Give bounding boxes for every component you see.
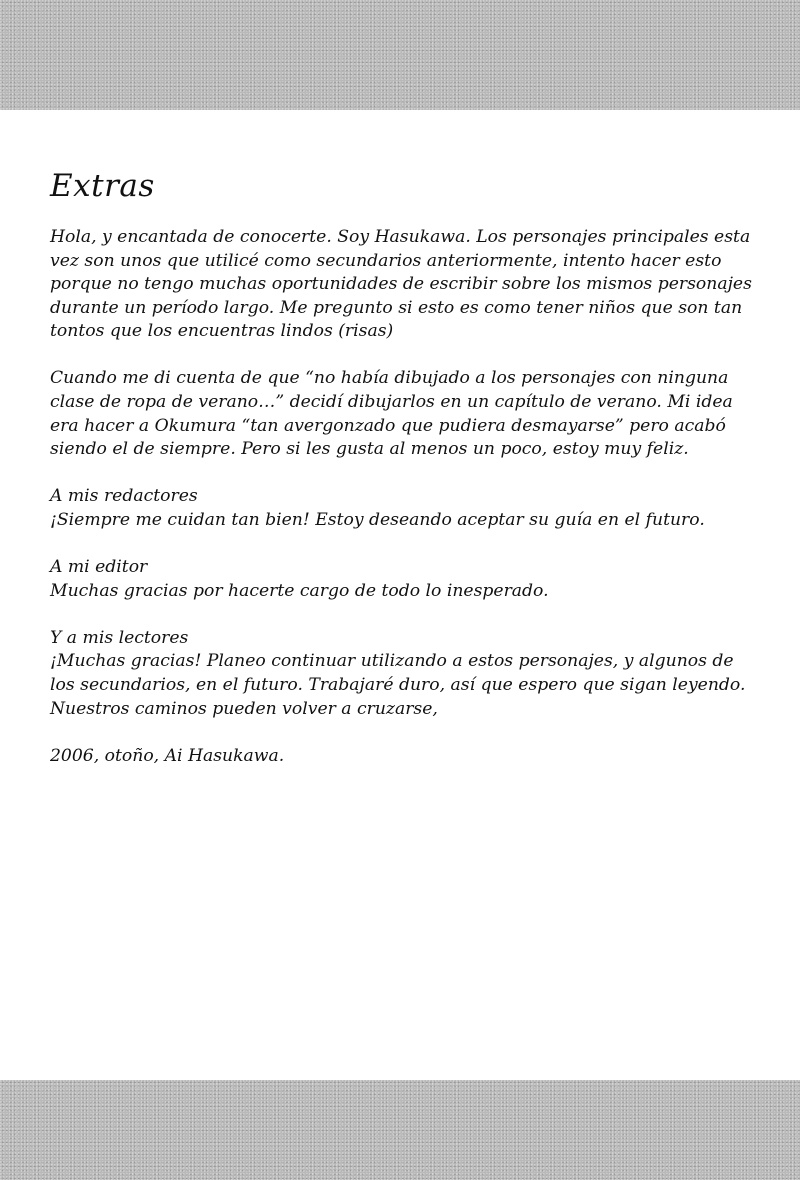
text-line: siendo el de siempre. Pero si les gusta al menos un poco, estoy muy feliz. [50, 439, 689, 460]
bottom-gray-band [0, 1080, 800, 1180]
text-line: Y a mis lectores [50, 627, 189, 648]
text-line: ¡Muchas gracias! Planeo continuar utilizando a estos personajes, y algunos de [50, 651, 734, 672]
text-line: A mi editor [50, 557, 148, 578]
paragraph-summer [50, 367, 755, 461]
text-line: A mis redactores [50, 486, 198, 507]
top-gray-band [0, 0, 800, 110]
text-line: durante un período largo. Me pregunto si esto es como tener niños que son tan [50, 297, 743, 318]
text-line: 2006, otoño, Ai Hasukawa. [50, 745, 285, 766]
text-line: Muchas gracias por hacerte cargo de todo lo inesperado. [50, 580, 549, 601]
paragraph-lectores [50, 627, 755, 721]
text-line: ¡Siempre me cuidan tan bien! Estoy deseando aceptar su guía en el futuro. [50, 509, 705, 530]
text-line: era hacer a Okumura “tan avergonzado que pudiera desmayarse” pero acabó [50, 415, 726, 436]
text-line: Cuando me di cuenta de que “no había dibujado a los personajes con ninguna [50, 368, 729, 389]
text-line: Nuestros caminos pueden volver a cruzarse, [50, 698, 438, 719]
text-line: vez son unos que utilicé como secundarios anteriormente, intento hacer esto [50, 250, 722, 271]
paragraph-redactores [50, 485, 755, 532]
text-line: porque no tengo muchas oportunidades de escribir sobre los mismos personajes [50, 274, 752, 295]
page-title: Extras [50, 168, 155, 204]
text-line: tontos que los encuentras lindos (risas) [50, 321, 394, 342]
extras-content [50, 168, 755, 792]
signature-line [50, 745, 755, 769]
paragraph-intro [50, 226, 755, 344]
text-line: clase de ropa de verano…” decidí dibujarlos en un capítulo de verano. Mi idea [50, 392, 733, 413]
text-line: los secundarios, en el futuro. Trabajaré duro, así que espero que sigan leyendo. [50, 674, 746, 695]
text-line: Hola, y encantada de conocerte. Soy Hasukawa. Los personajes principales esta [50, 227, 751, 247]
paragraph-editor [50, 556, 755, 603]
